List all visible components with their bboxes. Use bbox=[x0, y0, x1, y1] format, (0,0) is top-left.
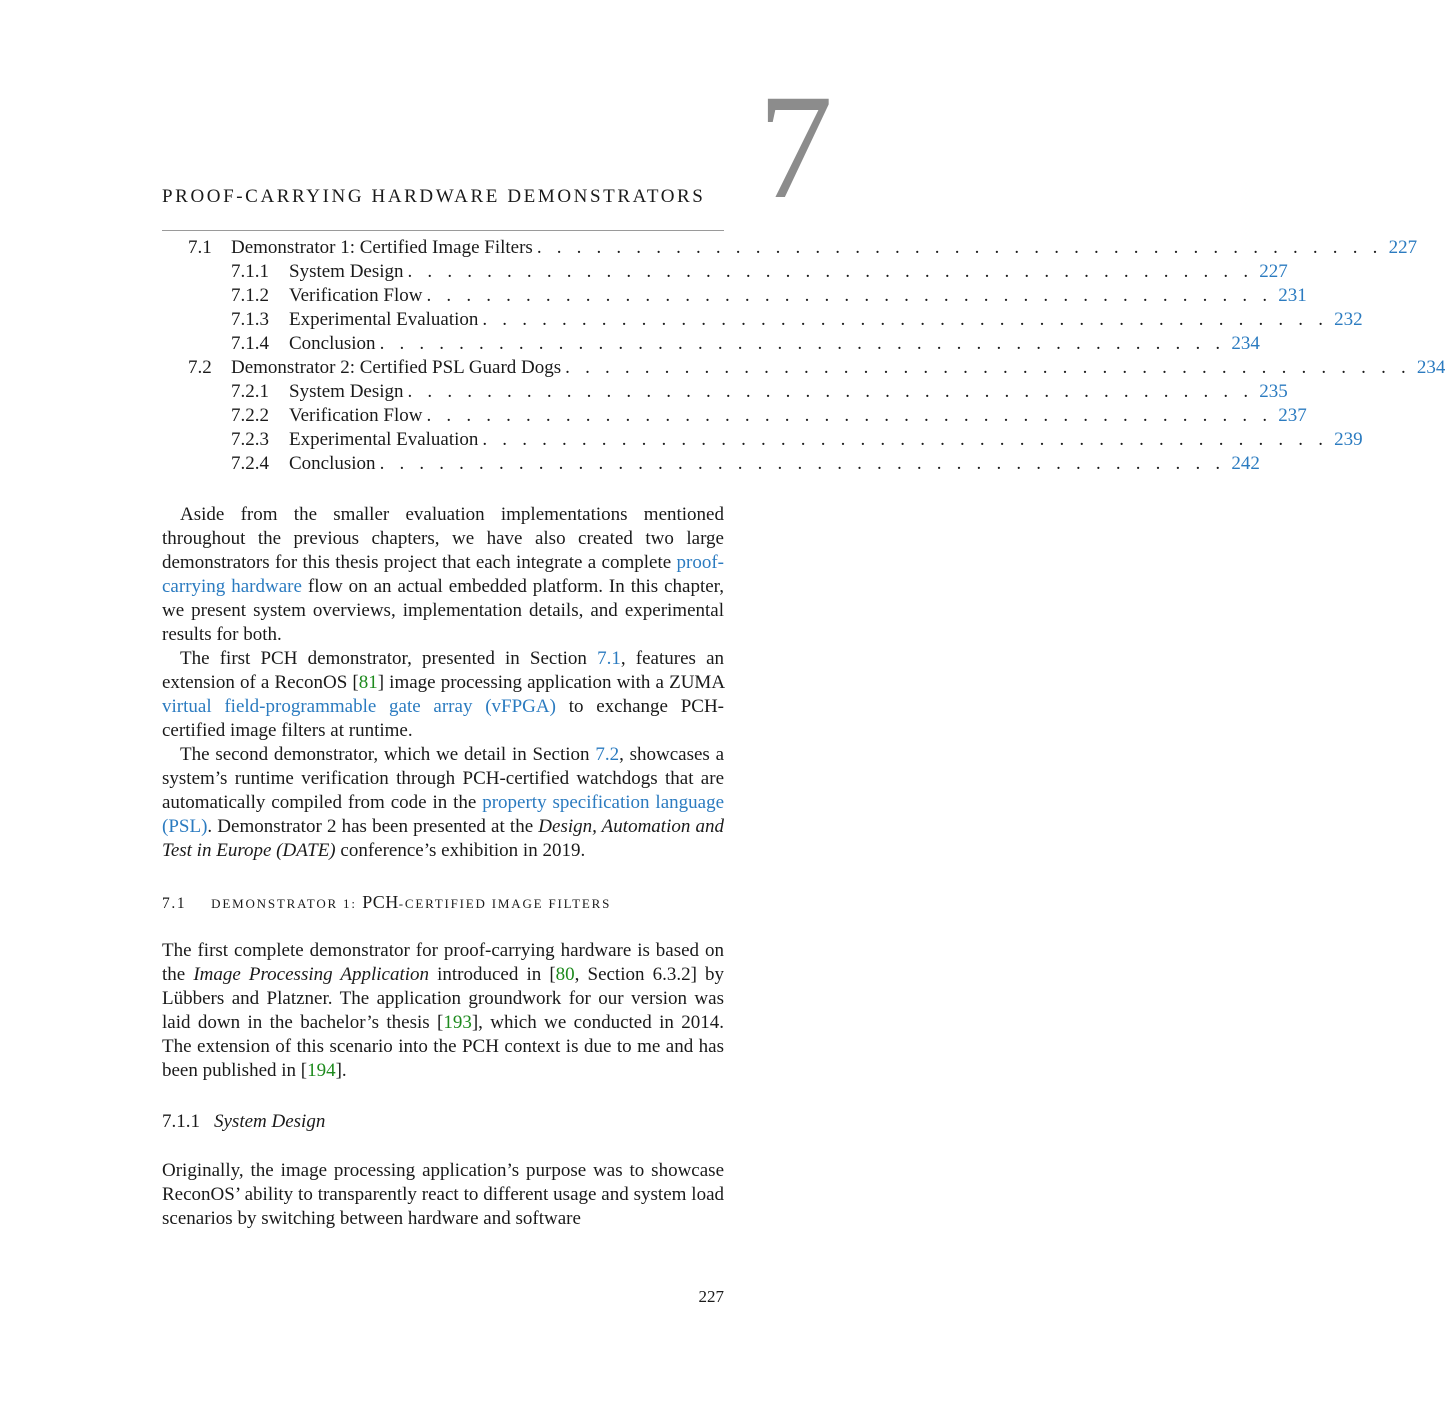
toc-entry-page[interactable]: 232 bbox=[1334, 309, 1363, 330]
toc-entry-page[interactable]: 235 bbox=[1259, 381, 1288, 402]
toc-entry-number: 7.1.3 bbox=[231, 309, 269, 330]
subsection-text bbox=[162, 1159, 724, 1231]
section-heading bbox=[162, 892, 611, 913]
section-ref-link[interactable]: 7.1 bbox=[597, 648, 621, 669]
toc-dot-leader: . . . . . . . . . . . . . . . . . . . . . . . . . . . . . . . . . . . . . . . . . . . bbox=[565, 357, 1411, 378]
toc-entry-number: 7.2.3 bbox=[231, 429, 269, 450]
toc-entry[interactable] bbox=[162, 260, 1288, 284]
toc-dot-leader: . . . . . . . . . . . . . . . . . . . . . . . . . . . . . . . . . . . . . . . . . . . bbox=[536, 237, 1383, 258]
toc-entry-title: Conclusion bbox=[289, 452, 380, 476]
toc-entry-title: Verification Flow bbox=[289, 404, 427, 428]
intro-paragraph-2: The first PCH demonstrator, presented in Section 7.1, features an extension of a ReconOS [81] image processing application with a ZUMA virtual field-programmable gate array (vFPGA) to exchange PCH-certified image filters at runtime. bbox=[162, 648, 725, 741]
intro-text bbox=[162, 503, 724, 863]
toc-entry-page[interactable]: 234 bbox=[1416, 357, 1445, 378]
section-ref-link[interactable]: 7.2 bbox=[595, 744, 620, 765]
toc-entry-number: 7.1 bbox=[188, 237, 212, 258]
toc-dot-leader: . . . . . . . . . . . . . . . . . . . . . . . . . . . . . . . . . . . . . . . . . . . bbox=[426, 285, 1273, 306]
toc-entry-page[interactable]: 237 bbox=[1278, 405, 1307, 426]
subsection-heading bbox=[162, 1111, 325, 1133]
section-paragraph: The first complete demonstrator for proof-carrying hardware is based on the Image Processing Application introduced in [80, Section 6.3.2] by Lübbers and Platzner. The application groundwork for our version was laid down in the bachelor’s thesis [193], which we conducted in 2014. The extension of this scenario into the PCH context is due to me and has been published in [194]. bbox=[162, 940, 724, 1081]
section-title-part: PCH bbox=[362, 892, 399, 912]
toc-entry-number: 7.2.1 bbox=[231, 381, 269, 402]
glossary-link[interactable]: proof-carrying hardware bbox=[162, 552, 724, 597]
toc-entry[interactable] bbox=[162, 356, 1445, 380]
toc-entry[interactable] bbox=[162, 428, 1363, 452]
toc-entry-number: 7.1.1 bbox=[231, 261, 269, 282]
toc-entry[interactable] bbox=[162, 332, 1260, 356]
toc-entry-number: 7.2 bbox=[188, 357, 212, 378]
toc-dot-leader: . . . . . . . . . . . . . . . . . . . . . . . . . . . . . . . . . . . . . . . . . . . bbox=[482, 309, 1329, 330]
toc-entry-page[interactable]: 239 bbox=[1334, 429, 1363, 450]
subsection-paragraph: Originally, the image processing application’s purpose was to showcase ReconOS’ ability to transparently react to different usage and system load scenarios by switching between hardware and software bbox=[162, 1160, 724, 1229]
toc-entry-page[interactable]: 227 bbox=[1388, 237, 1418, 258]
toc-entry-number: 7.2.2 bbox=[231, 405, 269, 426]
glossary-link[interactable]: virtual field-programmable gate array (vFPGA) bbox=[162, 696, 556, 717]
section-text bbox=[162, 939, 724, 1083]
toc-entry-page[interactable]: 231 bbox=[1278, 285, 1307, 306]
toc-entry-page[interactable]: 234 bbox=[1231, 333, 1260, 354]
toc-dot-leader: . . . . . . . . . . . . . . . . . . . . . . . . . . . . . . . . . . . . . . . . . . . bbox=[482, 429, 1329, 450]
intro-paragraph-1: Aside from the smaller evaluation implementations mentioned throughout the previous chapters, we have also created two large demonstrators for this thesis project that each integrate a complete proof-carrying hardware flow on an actual embedded platform. In this chapter, we present system overviews, implementation details, and experimental results for both. bbox=[162, 504, 724, 645]
toc-entry[interactable] bbox=[162, 380, 1288, 404]
citation-link[interactable]: 194 bbox=[307, 1060, 336, 1081]
toc-dot-leader: . . . . . . . . . . . . . . . . . . . . . . . . . . . . . . . . . . . . . . . . . . . bbox=[407, 381, 1254, 402]
toc-entry[interactable] bbox=[162, 236, 1418, 260]
toc-entry-title: Verification Flow bbox=[289, 284, 427, 308]
glossary-link[interactable]: property specification language (PSL) bbox=[162, 792, 725, 837]
toc-dot-leader: . . . . . . . . . . . . . . . . . . . . . . . . . . . . . . . . . . . . . . . . . . . bbox=[379, 333, 1226, 354]
toc-entry[interactable] bbox=[162, 404, 1307, 428]
toc-entry-title: Experimental Evaluation bbox=[289, 308, 482, 332]
section-number: 7.1 bbox=[162, 895, 187, 912]
toc-dot-leader: . . . . . . . . . . . . . . . . . . . . . . . . . . . . . . . . . . . . . . . . . . . bbox=[379, 453, 1226, 474]
toc-entry[interactable] bbox=[162, 308, 1363, 332]
section-title-part: DEMONSTRATOR 1: bbox=[211, 896, 357, 911]
toc-entry-page[interactable]: 227 bbox=[1259, 261, 1288, 282]
citation-link[interactable]: 80 bbox=[555, 964, 575, 985]
toc-entry-title: System Design bbox=[289, 260, 408, 284]
toc-entry-title: Experimental Evaluation bbox=[289, 428, 482, 452]
title-rule bbox=[162, 230, 724, 231]
citation-link[interactable]: 193 bbox=[443, 1012, 472, 1033]
section-title-part: -CERTIFIED IMAGE FILTERS bbox=[398, 896, 612, 911]
page-number: 227 bbox=[698, 1287, 724, 1306]
toc-entry-number: 7.1.2 bbox=[231, 285, 269, 306]
toc-entry-number: 7.1.4 bbox=[231, 333, 269, 354]
intro-paragraph-3: The second demonstrator, which we detail in Section 7.2, showcases a system’s runtime verification through PCH-certified watchdogs that are automatically compiled from code in the property specification language (PSL). Demonstrator 2 has been presented at the Design, Automation and Test in Europe (DATE) conference’s exhibition in 2019. bbox=[162, 744, 725, 861]
toc-entry-page[interactable]: 242 bbox=[1231, 453, 1260, 474]
toc-entry-title: Conclusion bbox=[289, 332, 380, 356]
toc-entry-title: System Design bbox=[289, 380, 408, 404]
toc-dot-leader: . . . . . . . . . . . . . . . . . . . . . . . . . . . . . . . . . . . . . . . . . . . bbox=[426, 405, 1273, 426]
toc-dot-leader: . . . . . . . . . . . . . . . . . . . . . . . . . . . . . . . . . . . . . . . . . . . bbox=[407, 261, 1254, 282]
toc-entry-title: Demonstrator 1: Certified Image Filters bbox=[231, 236, 537, 260]
table-of-contents bbox=[162, 236, 1445, 476]
citation-link[interactable]: 81 bbox=[358, 672, 378, 693]
toc-entry-title: Demonstrator 2: Certified PSL Guard Dogs bbox=[231, 356, 565, 380]
subsection-number: 7.1.1 bbox=[162, 1111, 200, 1132]
toc-entry-number: 7.2.4 bbox=[231, 453, 269, 474]
chapter-title: PROOF-CARRYING HARDWARE DEMONSTRATORS bbox=[162, 186, 706, 207]
chapter-number: 7 bbox=[758, 64, 833, 230]
toc-entry[interactable] bbox=[162, 284, 1307, 308]
subsection-title: System Design bbox=[214, 1111, 326, 1132]
toc-entry[interactable] bbox=[162, 452, 1260, 476]
